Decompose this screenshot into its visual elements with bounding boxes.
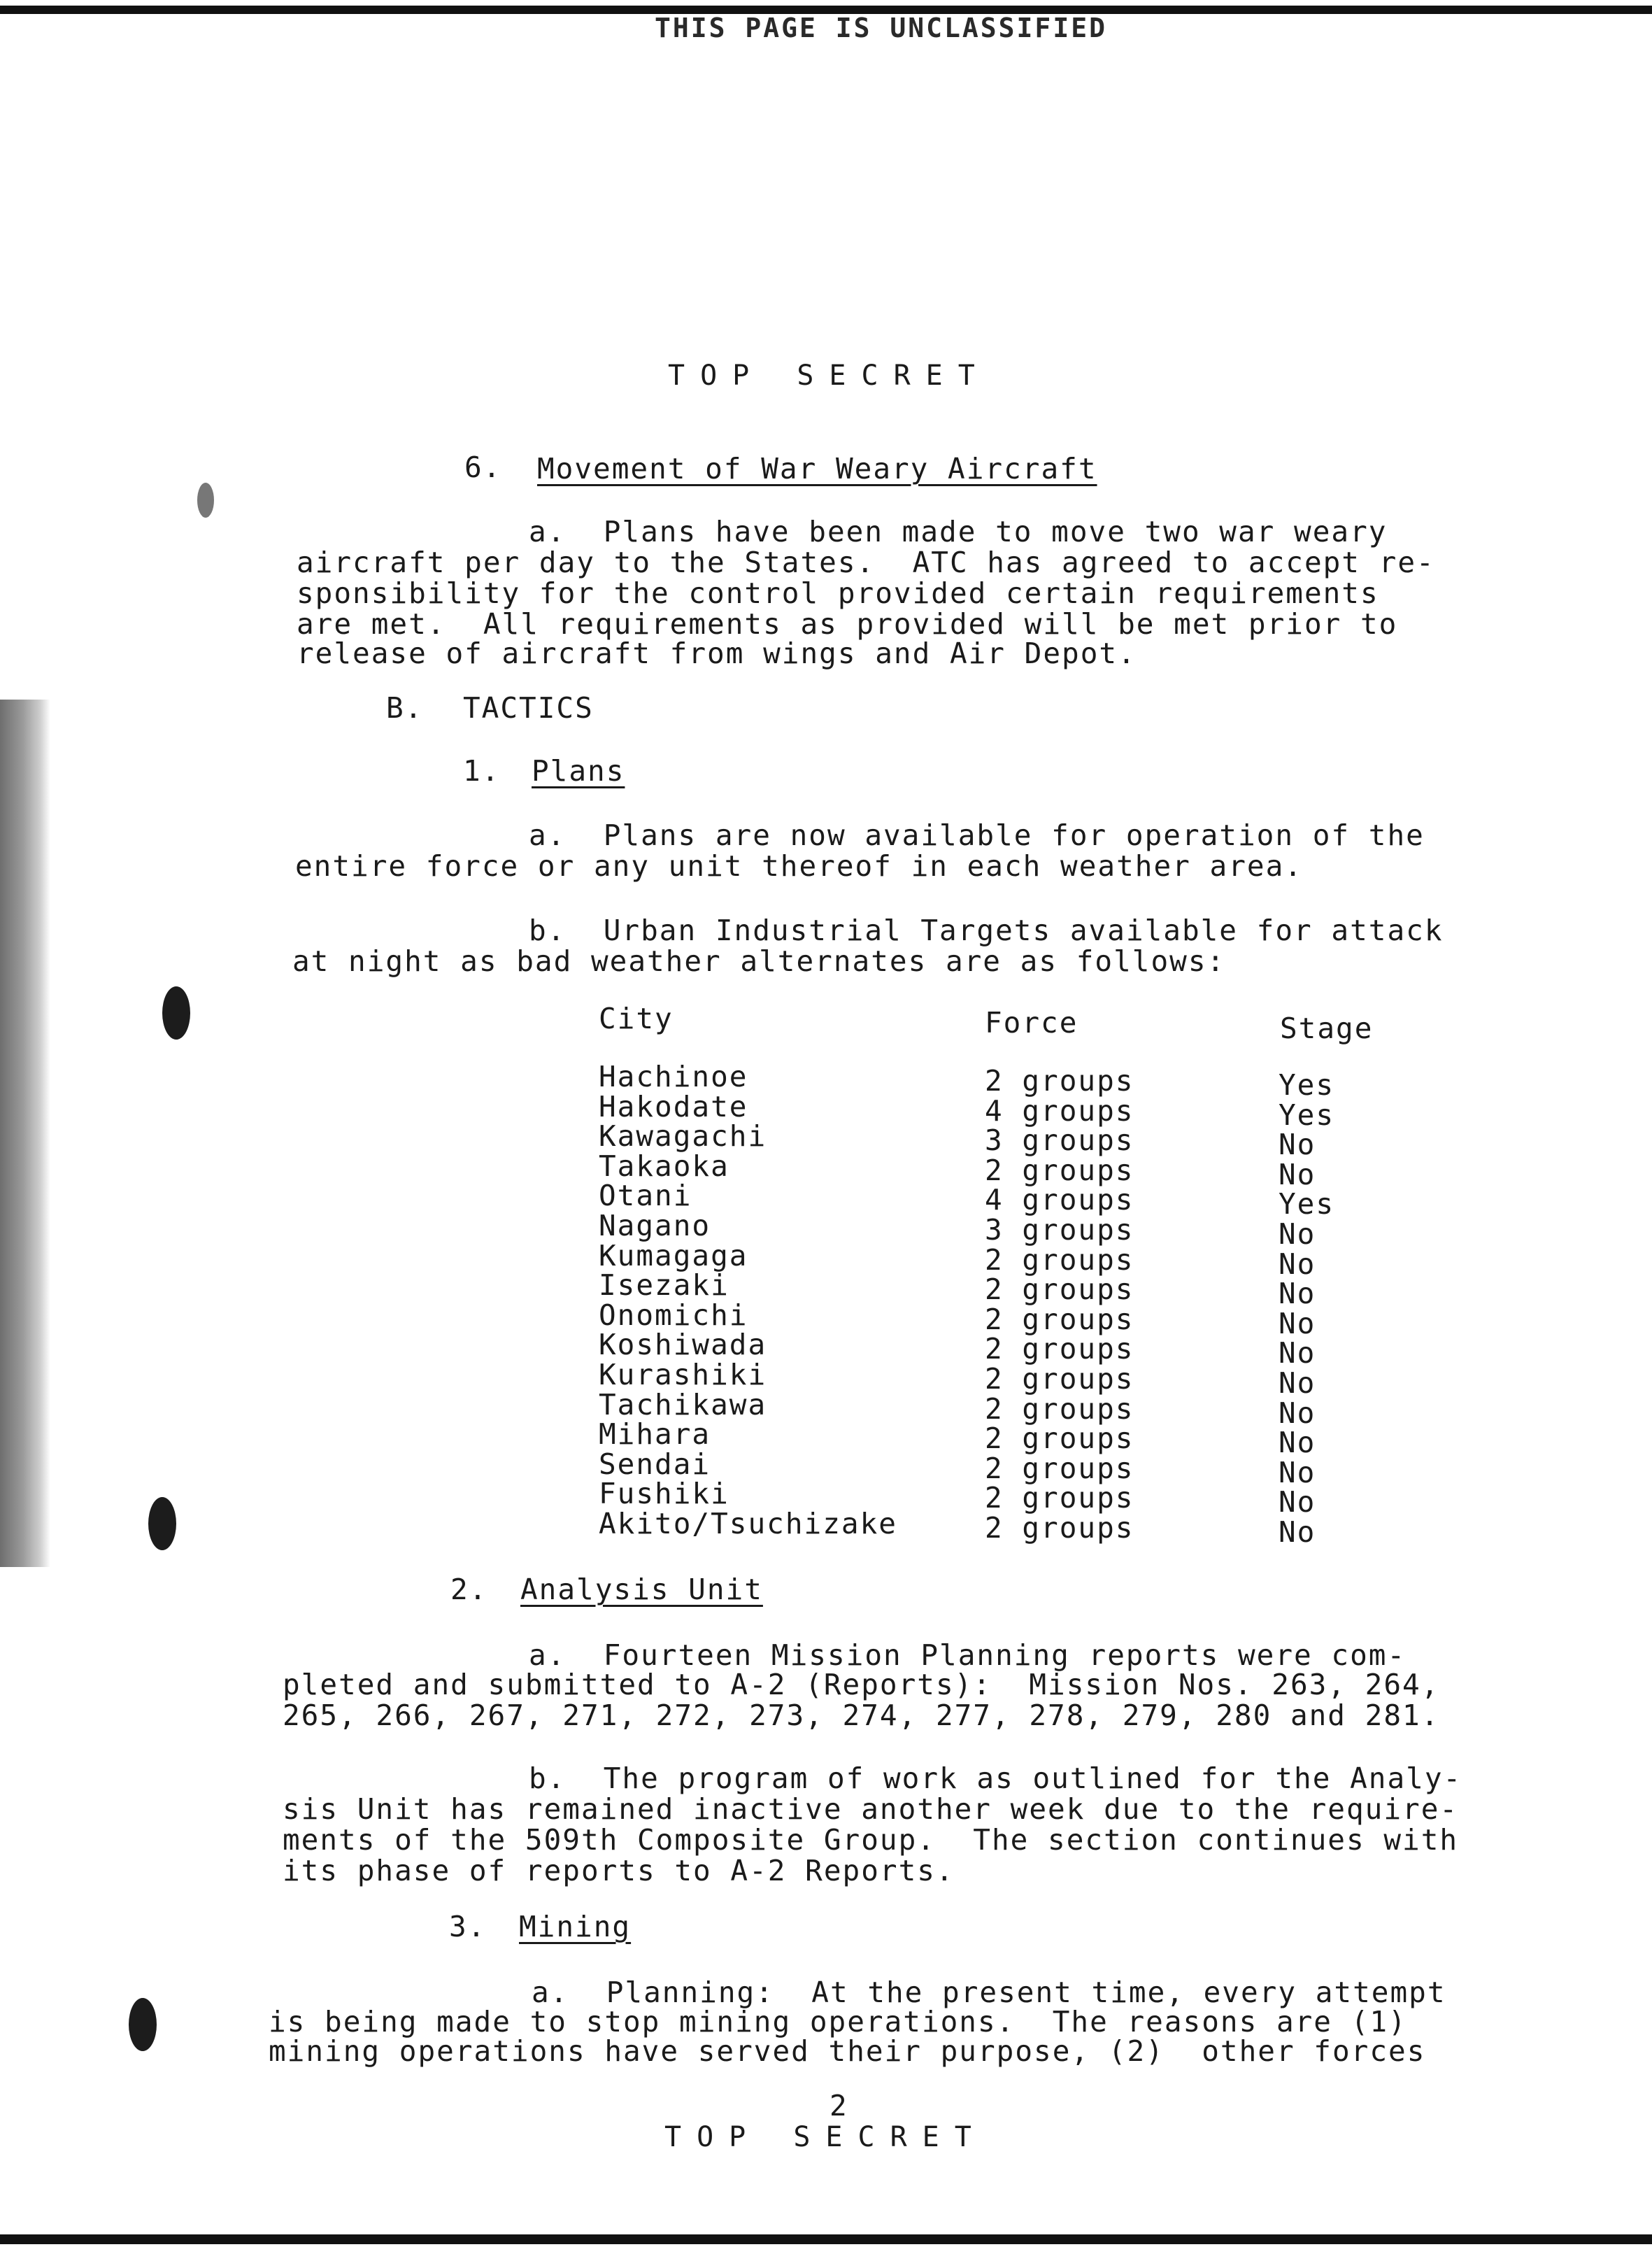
unclassified-banner: THIS PAGE IS UNCLASSIFIED: [655, 13, 1107, 43]
analysis-para-a-line: a. Fourteen Mission Planning reports were com-: [529, 1638, 1407, 1672]
analysis-para-a-line: pleted and submitted to A-2 (Reports): Mission Nos. 263, 264,: [283, 1668, 1440, 1701]
analysis-para-b-line: sis Unit has remained inactive another week due to the require-: [283, 1792, 1459, 1826]
section6-para-line: release of aircraft from wings and Air Depot.: [297, 637, 1137, 670]
stage-header: Stage: [1280, 1012, 1374, 1045]
section6-para-line: aircraft per day to the States. ATC has agreed to accept re-: [297, 546, 1435, 579]
table-cell-stage: No: [1279, 1426, 1316, 1460]
table-cell-city: Fushiki: [599, 1477, 729, 1511]
punch-hole: [148, 1497, 176, 1550]
table-cell-stage: No: [1279, 1247, 1316, 1281]
table-cell-stage: No: [1279, 1217, 1316, 1251]
force-list: [985, 1066, 1134, 1543]
table-cell-stage: No: [1279, 1455, 1316, 1489]
sectionB-letter: B.: [386, 691, 424, 725]
analysis-number: 2.: [450, 1573, 488, 1606]
table-cell-force: 2 groups: [985, 1422, 1134, 1456]
plans-para-a-line: a. Plans are now available for operation of the: [529, 818, 1425, 852]
table-cell-city: Nagano: [599, 1208, 711, 1242]
stage-column: [1280, 1012, 1373, 1045]
table-cell-force: 2 groups: [985, 1302, 1134, 1336]
table-cell-city: Hachinoe: [599, 1060, 748, 1093]
table-cell-force: 4 groups: [985, 1183, 1134, 1217]
table-cell-city: Akito/Tsuchizake: [599, 1506, 897, 1540]
bottom-classification: TOP SECRET: [664, 2121, 987, 2153]
table-cell-stage: Yes: [1279, 1068, 1335, 1102]
table-cell-city: Takaoka: [599, 1149, 729, 1183]
force-column: [985, 1006, 1078, 1040]
table-cell-force: 3 groups: [985, 1124, 1134, 1158]
city-header: City: [599, 1002, 674, 1035]
table-cell-stage: No: [1279, 1277, 1316, 1311]
plans-para-b-line: b. Urban Industrial Targets available for attack: [529, 914, 1444, 947]
table-cell-city: Mihara: [599, 1417, 711, 1452]
plans-para-b-line: at night as bad weather alternates are as follows:: [292, 944, 1226, 978]
sectionB-title: TACTICS: [463, 691, 594, 725]
table-cell-stage: No: [1279, 1396, 1316, 1430]
table-cell-stage: Yes: [1279, 1187, 1335, 1221]
table-cell-stage: Yes: [1279, 1098, 1335, 1132]
section6-para-line: a. Plans have been made to move two war weary: [529, 515, 1388, 548]
analysis-title: Analysis Unit: [520, 1573, 763, 1606]
punch-hole: [129, 1998, 157, 2051]
mining-number: 3.: [449, 1910, 487, 1943]
table-cell-city: Onomichi: [599, 1298, 748, 1332]
city-list: [599, 1062, 897, 1539]
left-scan-shadow: [0, 700, 50, 1567]
table-cell-city: Kawagachi: [599, 1119, 767, 1154]
table-cell-force: 4 groups: [985, 1093, 1134, 1128]
section6-number: 6.: [464, 451, 502, 484]
top-classification: TOP SECRET: [668, 360, 990, 392]
table-cell-city: Sendai: [599, 1447, 711, 1481]
table-cell-city: Kumagaga: [599, 1238, 748, 1273]
city-column: [599, 1002, 674, 1035]
table-cell-city: Isezaki: [599, 1268, 729, 1303]
stage-list: [1279, 1070, 1334, 1547]
mining-para-line: a. Planning: At the present time, every attempt: [532, 1976, 1446, 2009]
table-cell-force: 2 groups: [985, 1153, 1134, 1187]
table-cell-stage: No: [1279, 1366, 1316, 1400]
table-cell-stage: No: [1279, 1515, 1316, 1549]
analysis-para-b-line: ments of the 509th Composite Group. The section continues with: [283, 1823, 1459, 1857]
table-cell-stage: No: [1279, 1485, 1316, 1519]
section6-title: Movement of War Weary Aircraft: [537, 452, 1097, 485]
table-cell-stage: No: [1279, 1336, 1316, 1370]
table-cell-force: 2 groups: [985, 1332, 1134, 1366]
table-cell-force: 2 groups: [985, 1481, 1134, 1515]
section6-para-line: are met. All requirements as provided will be met prior to: [297, 607, 1398, 641]
bottom-scan-edge: [0, 2234, 1652, 2244]
section6-para-line: sponsibility for the control provided certain requirements: [297, 576, 1379, 610]
table-cell-city: Tachikawa: [599, 1387, 767, 1422]
table-cell-force: 2 groups: [985, 1361, 1134, 1396]
analysis-para-b-line: its phase of reports to A-2 Reports.: [283, 1854, 955, 1887]
punch-hole: [197, 483, 214, 518]
mining-title: Mining: [519, 1910, 632, 1943]
punch-hole: [162, 986, 190, 1040]
page-number: 2: [829, 2089, 848, 2122]
table-cell-force: 2 groups: [985, 1391, 1134, 1426]
table-cell-city: Hakodate: [599, 1089, 748, 1124]
analysis-para-a-line: 265, 266, 267, 271, 272, 273, 274, 277, 278, 279, 280 and 281.: [283, 1699, 1440, 1732]
table-cell-stage: No: [1279, 1157, 1316, 1191]
plans-title: Plans: [532, 754, 625, 788]
force-header: Force: [985, 1006, 1078, 1040]
table-cell-force: 2 groups: [985, 1064, 1134, 1098]
mining-para-line: is being made to stop mining operations. The reasons are (1): [269, 2005, 1407, 2039]
plans-number: 1.: [463, 754, 501, 788]
table-cell-city: Otani: [599, 1179, 692, 1213]
table-cell-force: 2 groups: [985, 1510, 1134, 1545]
table-cell-force: 2 groups: [985, 1451, 1134, 1485]
table-cell-city: Kurashiki: [599, 1357, 767, 1391]
analysis-para-b-line: b. The program of work as outlined for the Analy-: [529, 1762, 1462, 1795]
table-cell-stage: No: [1279, 1128, 1316, 1162]
table-cell-force: 2 groups: [985, 1242, 1134, 1277]
mining-para-line: mining operations have served their purpose, (2) other forces: [269, 2034, 1426, 2068]
table-cell-force: 2 groups: [985, 1273, 1134, 1307]
plans-para-a-line: entire force or any unit thereof in each weather area.: [295, 849, 1303, 883]
table-cell-force: 3 groups: [985, 1212, 1134, 1247]
table-cell-city: Koshiwada: [599, 1328, 767, 1362]
table-cell-stage: No: [1279, 1306, 1316, 1340]
